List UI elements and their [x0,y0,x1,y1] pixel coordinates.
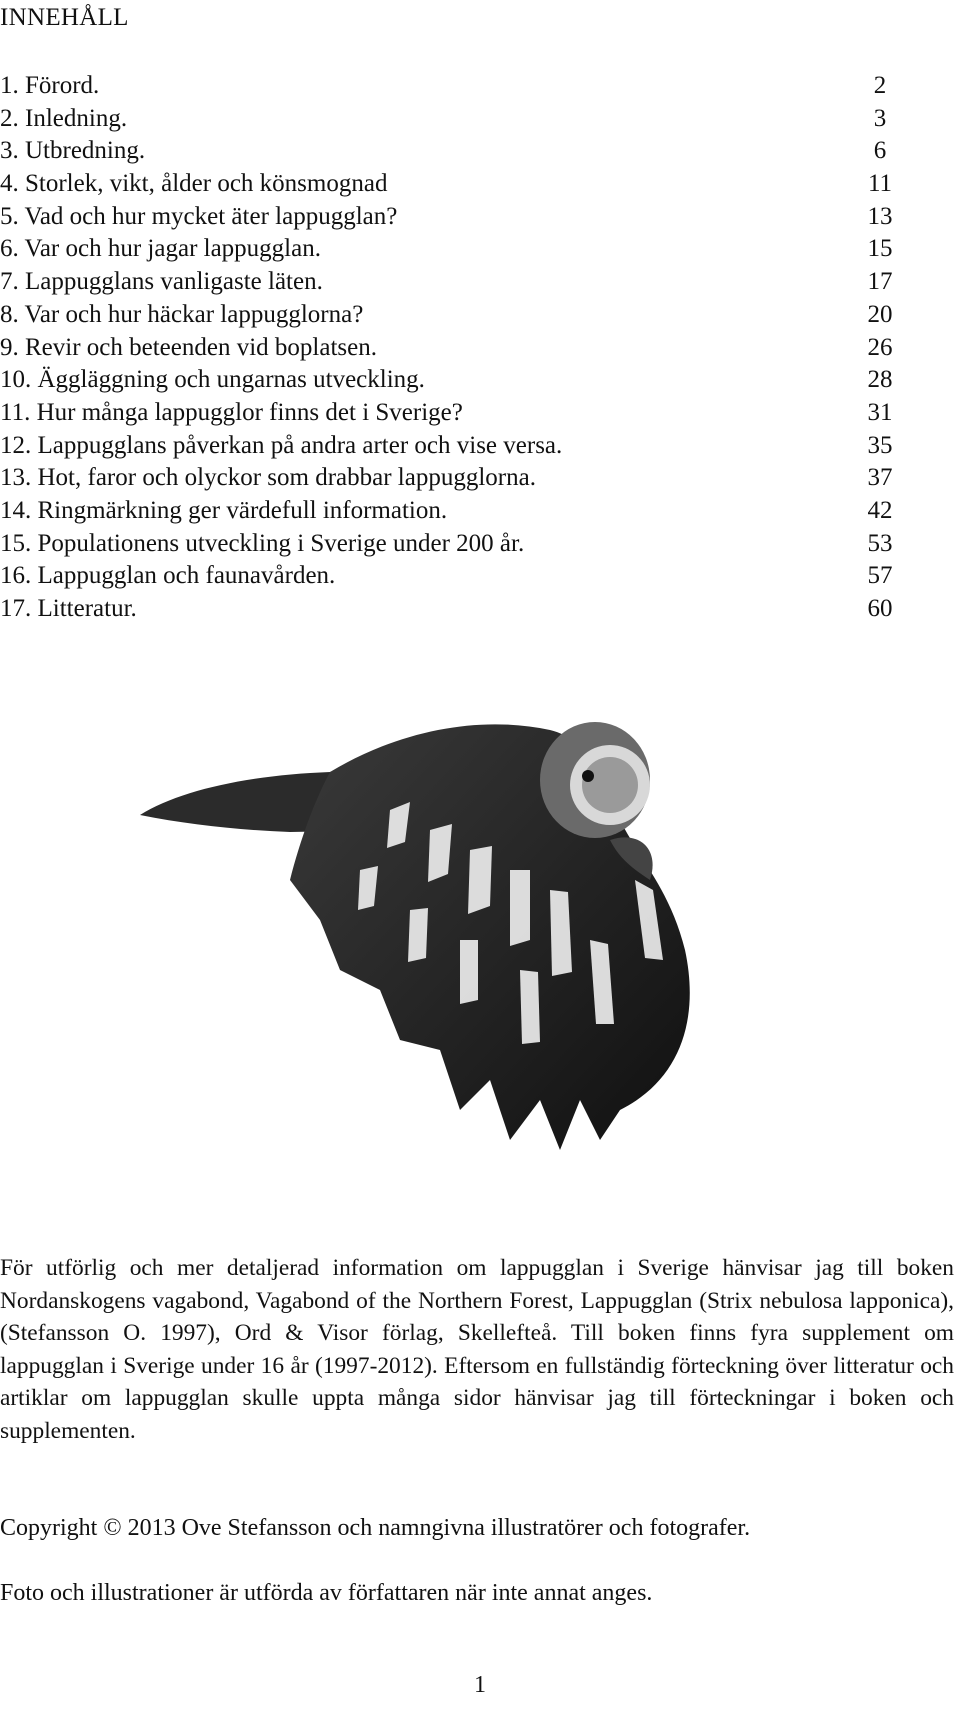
toc-heading: INNEHÅLL [0,4,129,31]
toc-entry-page: 37 [867,464,893,492]
toc-entry-title: 5. Vad och hur mycket äter lappugglan? [0,202,398,230]
toc-entry [0,70,900,103]
toc-entry-page: 42 [867,496,893,524]
toc-entry-title: 14. Ringmärkning ger värdefull information. [0,496,448,524]
toc-entry-title: 3. Utbredning. [0,137,146,165]
toc-entry-page: 35 [867,431,893,459]
copyright-notice: Copyright © 2013 Ove Stefansson och namngivna illustratörer och fotografer. [0,1515,751,1541]
table-of-contents [0,70,900,626]
toc-entry-title: 2. Inledning. [0,104,128,132]
toc-entry-title: 8. Var och hur häckar lappugglorna? [0,300,364,328]
toc-entry [0,462,900,495]
toc-entry-title: 9. Revir och beteenden vid boplatsen. [0,333,377,361]
toc-entry-page: 57 [867,562,893,590]
toc-entry-title: 15. Populationens utveckling i Sverige under 200 år. [0,529,525,557]
toc-entry-title: 17. Litteratur. [0,595,137,622]
toc-entry [0,593,900,626]
toc-entry [0,528,900,561]
toc-entry-page: 26 [867,333,893,361]
toc-entry [0,135,900,168]
toc-entry [0,103,900,136]
toc-entry-page: 31 [867,398,893,426]
toc-entry [0,364,900,397]
toc-entry [0,560,900,593]
toc-entry-page: 17 [867,268,893,296]
toc-entry [0,201,900,234]
owl-eye [582,770,594,782]
toc-entry-page: 13 [867,202,893,230]
toc-entry-page: 6 [873,137,887,165]
toc-entry [0,299,900,332]
toc-entry-title: 12. Lappugglans påverkan på andra arter och vise versa. [0,431,563,459]
owl-illustration [140,720,780,1190]
toc-entry-page: 2 [873,72,887,99]
toc-entry-title: 16. Lappugglan och faunavården. [0,562,336,590]
page-number: 1 [474,1672,486,1698]
toc-entry-title: 4. Storlek, vikt, ålder och könsmognad [0,170,388,198]
photo-credit: Foto och illustrationer är utförda av författaren när inte annat anges. [0,1580,653,1606]
body-paragraph: För utförlig och mer detaljerad information om lappugglan i Sverige hänvisar jag till boken Nordanskogens vagabond, Vagabond of the Northern Forest, Lappugglan (Strix nebulosa lapponica), (Stefansson O. 1997), Ord & Visor förlag, Skellefteå. Till boken finns fyra supplement om lappugglan i Sverige under 16 år (1997-2012). Eftersom en fullständig förteckning över litteratur och artiklar om lappugglan skulle uppta många sidor hänvisar jag till förteckningar i boken och supplementen. [0,1255,954,1444]
toc-entry-title: 7. Lappugglans vanligaste läten. [0,268,323,296]
toc-entry-page: 53 [867,529,893,557]
toc-entry [0,266,900,299]
toc-entry [0,430,900,463]
toc-entry [0,168,900,201]
toc-entry-page: 3 [873,104,887,132]
toc-entry [0,397,900,430]
toc-entry-title: 1. Förord. [0,72,100,99]
toc-entry-page: 60 [867,595,893,622]
toc-entry-title: 10. Äggläggning och ungarnas utveckling. [0,366,425,394]
toc-entry-page: 28 [867,366,893,394]
toc-entry [0,233,900,266]
toc-entry-page: 11 [867,170,893,198]
toc-entry [0,332,900,365]
toc-entry-page: 20 [867,300,893,328]
toc-entry-page: 15 [867,235,893,263]
toc-entry-title: 13. Hot, faror och olyckor som drabbar lappugglorna. [0,464,536,492]
toc-entry [0,495,900,528]
toc-entry-title: 6. Var och hur jagar lappugglan. [0,235,321,263]
toc-entry-title: 11. Hur många lappugglor finns det i Sverige? [0,398,463,426]
